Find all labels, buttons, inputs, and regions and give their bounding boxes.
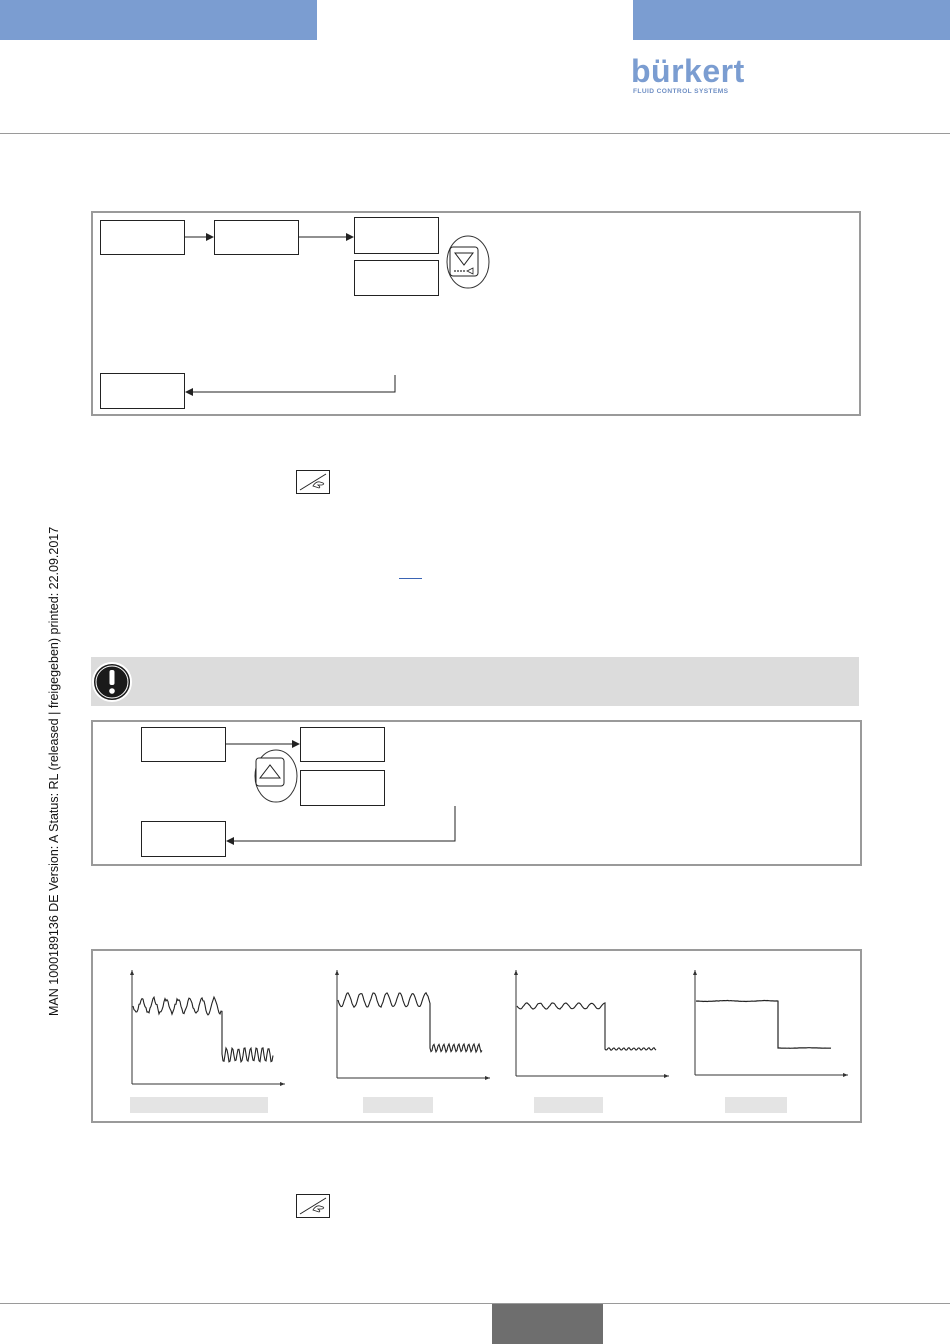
response-chart-1 [125,968,290,1090]
hand-manual-mode-icon [296,1194,330,1218]
footer-divider [0,1303,950,1304]
arrow-up-key-icon[interactable] [254,748,298,804]
chart-caption-4 [725,1097,787,1113]
brand-logo-word: bürkert [631,53,745,89]
document-info: MAN 1000189136 DE Version: A Status: RL (released | freigegeben) printed: 22.09.2017 [47,526,61,1016]
response-chart-4 [688,968,853,1080]
chart-caption-3 [534,1097,603,1113]
chart-caption-2 [363,1097,433,1113]
chart-caption-1 [130,1097,268,1113]
page-number-tab [492,1304,603,1344]
response-chart-2 [330,968,495,1080]
brand-logo-tagline: FLUID CONTROL SYSTEMS [633,88,729,95]
response-chart-3 [509,968,674,1080]
